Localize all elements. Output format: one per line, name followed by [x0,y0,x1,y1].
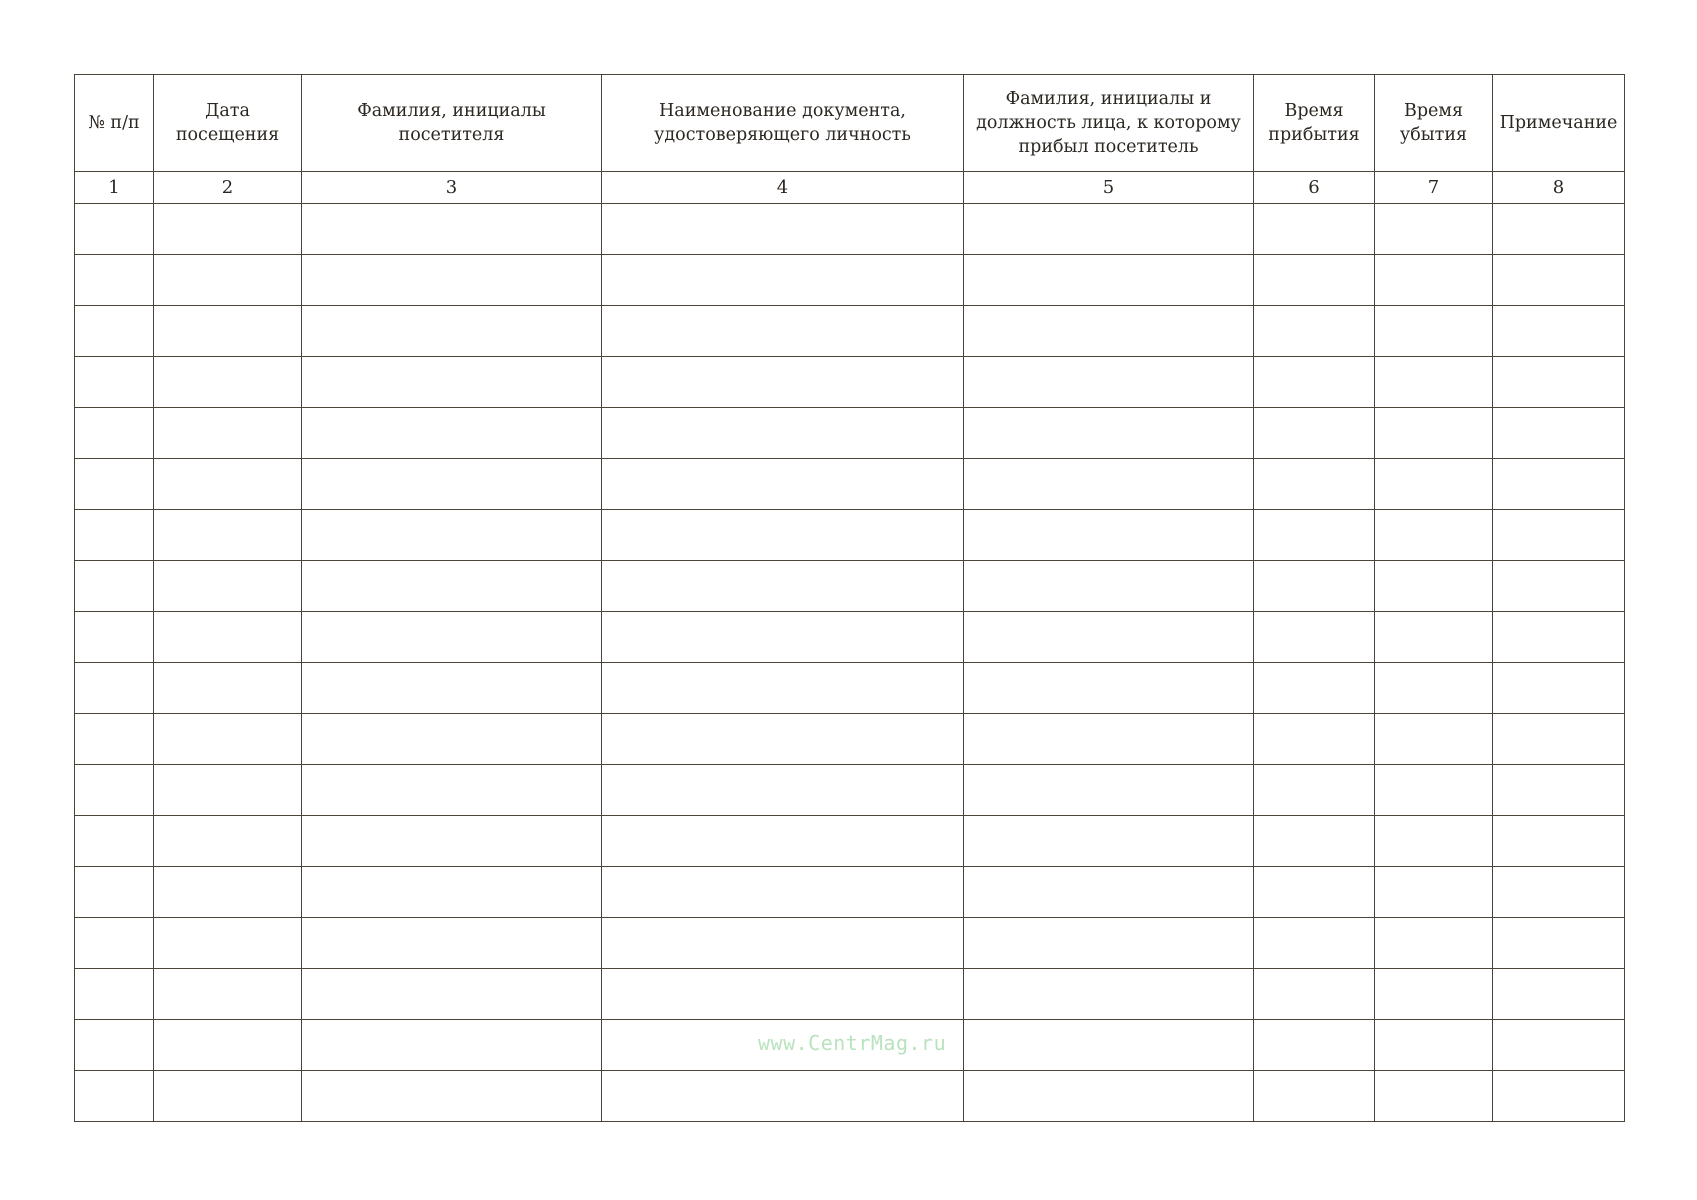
table-row [75,765,1625,816]
table-cell [602,714,964,765]
table-cell [154,561,302,612]
table-cell [302,306,602,357]
table-cell [1375,918,1493,969]
table-row [75,255,1625,306]
table-cell [1375,714,1493,765]
table-cell [964,357,1254,408]
table-cell [1493,1071,1625,1122]
table-cell [1493,816,1625,867]
column-number: 8 [1493,172,1625,204]
table-cell [964,306,1254,357]
table-cell [302,969,602,1020]
table-cell [154,306,302,357]
table-cell [75,1071,154,1122]
table-cell [602,612,964,663]
table-body [75,204,1625,1122]
column-number: 1 [75,172,154,204]
table-cell [302,408,602,459]
table-cell [964,204,1254,255]
table-cell [154,459,302,510]
table-cell [154,510,302,561]
table-row [75,408,1625,459]
column-number-row [75,172,1625,204]
table-cell [602,510,964,561]
table-cell [1493,255,1625,306]
table-cell [1375,867,1493,918]
header-note: Примечание [1493,75,1625,172]
table-cell [75,357,154,408]
table-row [75,714,1625,765]
table-cell [1254,612,1375,663]
table-row [75,459,1625,510]
table-cell [75,612,154,663]
table-cell [154,867,302,918]
table-cell [1254,969,1375,1020]
column-number: 2 [154,172,302,204]
table-cell [602,357,964,408]
table-cell [302,816,602,867]
table-cell [1493,306,1625,357]
table-row [75,663,1625,714]
table-cell [302,765,602,816]
table-cell [1254,816,1375,867]
table-cell [964,459,1254,510]
table-cell [1493,663,1625,714]
table-row [75,357,1625,408]
table-cell [1375,561,1493,612]
table-cell [1375,1020,1493,1071]
table-row [75,561,1625,612]
table-cell [602,867,964,918]
table-cell [154,714,302,765]
table-cell [75,663,154,714]
table-cell [1254,357,1375,408]
table-cell [1254,255,1375,306]
table-cell [1254,1020,1375,1071]
table-cell [602,408,964,459]
table-cell [964,969,1254,1020]
table-cell [964,612,1254,663]
header-visitor-name: Фамилия, инициалы посетителя [302,75,602,172]
table-cell [302,1071,602,1122]
table-cell [964,714,1254,765]
table-row [75,918,1625,969]
table-cell [964,1020,1254,1071]
table-row [75,816,1625,867]
table-cell [1375,306,1493,357]
table-cell [302,612,602,663]
table-cell [1493,612,1625,663]
table-cell [602,969,964,1020]
table-cell [1254,510,1375,561]
table-cell [75,969,154,1020]
table-cell [154,408,302,459]
table-cell [1254,459,1375,510]
table-cell [75,510,154,561]
column-number: 6 [1254,172,1375,204]
table-row [75,510,1625,561]
table-row [75,612,1625,663]
table-cell [1493,969,1625,1020]
table-cell [964,765,1254,816]
table-cell [1493,357,1625,408]
table-cell [1375,765,1493,816]
table-cell [1493,510,1625,561]
table-cell [302,918,602,969]
table-cell [1254,561,1375,612]
visitor-log-sheet [74,74,1624,1122]
table-cell [154,918,302,969]
table-cell [1375,816,1493,867]
table-cell [75,459,154,510]
table-cell [154,969,302,1020]
table-cell [964,408,1254,459]
table-cell [302,1020,602,1071]
table-cell [602,663,964,714]
table-cell [302,255,602,306]
table-cell [1493,204,1625,255]
header-id-document: Наименование документа, удостоверяющего личность [602,75,964,172]
table-cell [302,459,602,510]
table-cell [964,816,1254,867]
table-cell [75,867,154,918]
table-cell [1375,255,1493,306]
table-cell [75,408,154,459]
table-cell [154,816,302,867]
table-cell [154,663,302,714]
table-cell [602,255,964,306]
header-visit-date: Дата посещения [154,75,302,172]
table-cell [602,561,964,612]
table-cell [154,255,302,306]
table-cell [602,816,964,867]
table-header [75,75,1625,204]
table-cell [1254,714,1375,765]
table-cell [75,561,154,612]
table-cell [602,204,964,255]
table-cell [1493,918,1625,969]
column-number: 5 [964,172,1254,204]
table-row [75,204,1625,255]
table-cell [964,663,1254,714]
table-cell [1493,561,1625,612]
table-cell [1254,765,1375,816]
column-number: 3 [302,172,602,204]
table-cell [602,306,964,357]
header-departure-time: Время убытия [1375,75,1493,172]
table-cell [602,765,964,816]
table-cell [602,1071,964,1122]
column-number: 4 [602,172,964,204]
table-cell [1254,867,1375,918]
table-cell [1375,510,1493,561]
table-cell [302,204,602,255]
table-cell [154,612,302,663]
header-number: № п/п [75,75,154,172]
table-cell [302,867,602,918]
table-cell [75,918,154,969]
table-cell [1493,714,1625,765]
table-row [75,867,1625,918]
table-cell [1254,663,1375,714]
table-cell [602,459,964,510]
table-cell [1254,204,1375,255]
table-row [75,306,1625,357]
table-cell [1493,459,1625,510]
table-cell [1375,663,1493,714]
table-cell [1375,459,1493,510]
table-cell [154,765,302,816]
table-cell [302,357,602,408]
table-cell [154,1071,302,1122]
table-cell [302,561,602,612]
table-cell [964,867,1254,918]
table-cell [75,255,154,306]
table-cell [1493,1020,1625,1071]
table-cell [1493,867,1625,918]
table-cell [602,918,964,969]
table-cell [964,255,1254,306]
header-row [75,75,1625,172]
table-cell [302,714,602,765]
table-cell [1493,765,1625,816]
table-cell [75,1020,154,1071]
table-cell [1375,408,1493,459]
table-cell [154,1020,302,1071]
column-number: 7 [1375,172,1493,204]
table-row [75,969,1625,1020]
table-cell [1375,612,1493,663]
table-cell [964,510,1254,561]
table-cell [1254,408,1375,459]
table-cell [1254,918,1375,969]
table-cell [75,765,154,816]
table-cell [154,204,302,255]
table-cell [1254,1071,1375,1122]
header-arrival-time: Время прибытия [1254,75,1375,172]
table-cell [302,510,602,561]
table-cell [1493,408,1625,459]
table-cell [1375,1071,1493,1122]
table-cell [75,204,154,255]
table-cell [75,306,154,357]
table-row [75,1071,1625,1122]
header-host-person: Фамилия, инициалы и должность лица, к которому прибыл посетитель [964,75,1254,172]
table-cell [1375,204,1493,255]
table-cell [1375,357,1493,408]
table-cell [964,1071,1254,1122]
table-cell [964,918,1254,969]
table-cell [75,816,154,867]
table-cell [75,714,154,765]
table-cell [302,663,602,714]
table-cell [1254,306,1375,357]
table-cell [964,561,1254,612]
table-cell [154,357,302,408]
table-cell [1375,969,1493,1020]
visitor-log-table [74,74,1625,1122]
watermark: www.CentrMag.ru [758,1031,947,1055]
